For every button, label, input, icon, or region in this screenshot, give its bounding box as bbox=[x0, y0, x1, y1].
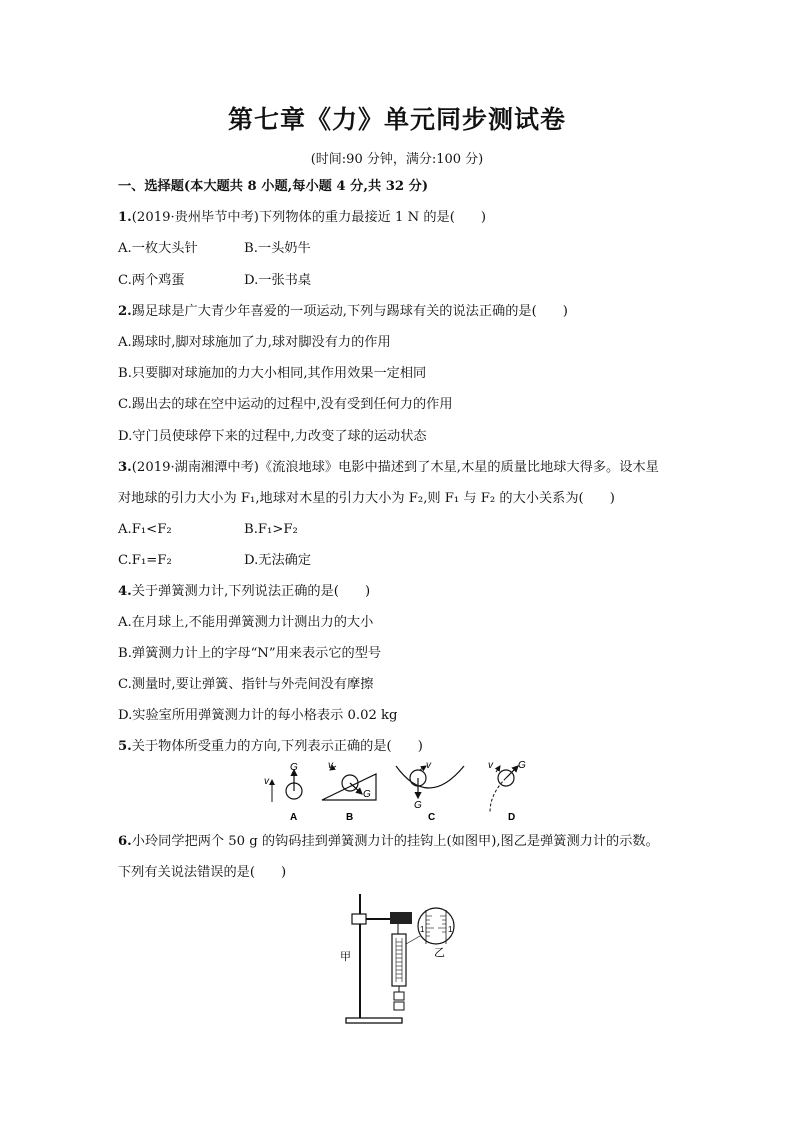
figure-label-jia: 甲 bbox=[340, 951, 351, 963]
option-a: A.一枚大头针 bbox=[118, 241, 198, 256]
question-1: 1.(2019·贵州毕节中考)下列物体的重力最接近 1 N 的是( ) bbox=[118, 210, 487, 225]
option-d: D.无法确定 bbox=[244, 553, 312, 568]
question-text: 下列有关说法错误的是( bbox=[118, 865, 256, 880]
gravity-label: G bbox=[518, 760, 526, 771]
question-text: 小玲同学把两个 50 g 的钩码挂到弹簧测力计的挂钩上(如图甲),图乙是弹簧测力计的示数。 bbox=[131, 834, 659, 849]
option-d: D.实验室所用弹簧测力计的每小格表示 0.02 kg bbox=[118, 708, 398, 723]
question-text: (2019·湖南湘潭中考)《流浪地球》电影中描述到了木星,木星的质量比地球大得多。设木星 bbox=[131, 460, 659, 475]
option-d: D.守门员使球停下来的过程中,力改变了球的运动状态 bbox=[118, 429, 427, 444]
figure-label-b: B bbox=[346, 812, 354, 823]
option-b: B.F₁>F₂ bbox=[244, 522, 298, 537]
question-text: (2019·贵州毕节中考)下列物体的重力最接近 1 N 的是( bbox=[131, 210, 455, 225]
figure-label-c: C bbox=[428, 812, 436, 823]
option-a: A.F₁<F₂ bbox=[118, 522, 172, 537]
scale-tick-left: 1 bbox=[420, 925, 425, 934]
gravity-label: G bbox=[363, 789, 371, 800]
question-number: 3. bbox=[118, 460, 132, 475]
question-text: 对地球的引力大小为 F₁,地球对木星的引力大小为 F₂,则 F₁ 与 F₂ 的大小关系为( bbox=[118, 491, 584, 506]
figure-d bbox=[488, 760, 526, 823]
figure-label-d: D bbox=[508, 812, 516, 823]
option-c: C.F₁=F₂ bbox=[118, 553, 172, 568]
velocity-label: v bbox=[328, 760, 333, 771]
question-text: 关于物体所受重力的方向,下列表示正确的是( bbox=[131, 739, 392, 754]
velocity-label: v bbox=[264, 776, 269, 787]
option-d: D.一张书桌 bbox=[244, 273, 312, 288]
figure-c bbox=[396, 760, 464, 823]
option-c: C.两个鸡蛋 bbox=[118, 273, 185, 288]
gravity-direction-figure bbox=[250, 758, 540, 824]
question-5: 5.关于物体所受重力的方向,下列表示正确的是( ) bbox=[118, 739, 423, 754]
option-b: B.弹簧测力计上的字母“N”用来表示它的型号 bbox=[118, 646, 382, 661]
figure-label-a: A bbox=[290, 812, 298, 823]
question-number: 1. bbox=[118, 210, 132, 225]
section-heading: 一、选择题(本大题共 8 小题,每小题 4 分,共 32 分) bbox=[118, 179, 429, 194]
question-3 bbox=[118, 459, 659, 477]
question-6-continued: 下列有关说法错误的是( ) bbox=[118, 865, 287, 880]
question-2: 2.踢足球是广大青少年喜爱的一项运动,下列与踢球有关的说法正确的是( ) bbox=[118, 304, 568, 319]
question-text: 关于弹簧测力计,下列说法正确的是( bbox=[131, 584, 339, 599]
question-3-continued: 对地球的引力大小为 F₁,地球对木星的引力大小为 F₂,则 F₁ 与 F₂ 的大小关系为( ) bbox=[118, 491, 615, 506]
question-number: 6. bbox=[118, 834, 132, 849]
spring-scale-figure bbox=[330, 888, 470, 1030]
exam-time-score: (时间:90 分钟，满分:100 分) bbox=[310, 152, 484, 167]
gravity-label: G bbox=[290, 762, 298, 773]
question-text: 踢足球是广大青少年喜爱的一项运动,下列与踢球有关的说法正确的是( bbox=[131, 304, 537, 319]
option-b: B.只要脚对球施加的力大小相同,其作用效果一定相同 bbox=[118, 366, 427, 381]
option-a: A.在月球上,不能用弹簧测力计测出力的大小 bbox=[118, 615, 374, 630]
option-c: C.踢出去的球在空中运动的过程中,没有受到任何力的作用 bbox=[118, 397, 453, 412]
velocity-label: v bbox=[488, 760, 493, 771]
gravity-label: G bbox=[414, 800, 422, 811]
figure-label-yi: 乙 bbox=[434, 947, 445, 959]
question-number: 2. bbox=[118, 304, 132, 319]
question-number: 5. bbox=[118, 739, 132, 754]
page-title: 第七章《力》单元同步测试卷 bbox=[227, 105, 566, 134]
option-c: C.测量时,要让弹簧、指针与外壳间没有摩擦 bbox=[118, 677, 374, 692]
velocity-label: v bbox=[426, 760, 431, 771]
option-a: A.踢球时,脚对球施加了力,球对脚没有力的作用 bbox=[118, 335, 391, 350]
question-6 bbox=[118, 833, 659, 851]
figure-b bbox=[322, 760, 376, 823]
option-b: B.一头奶牛 bbox=[244, 241, 311, 256]
question-number: 4. bbox=[118, 584, 132, 599]
figure-a bbox=[264, 762, 302, 823]
question-4: 4.关于弹簧测力计,下列说法正确的是( ) bbox=[118, 584, 371, 599]
scale-tick-right: 1 bbox=[448, 925, 453, 934]
